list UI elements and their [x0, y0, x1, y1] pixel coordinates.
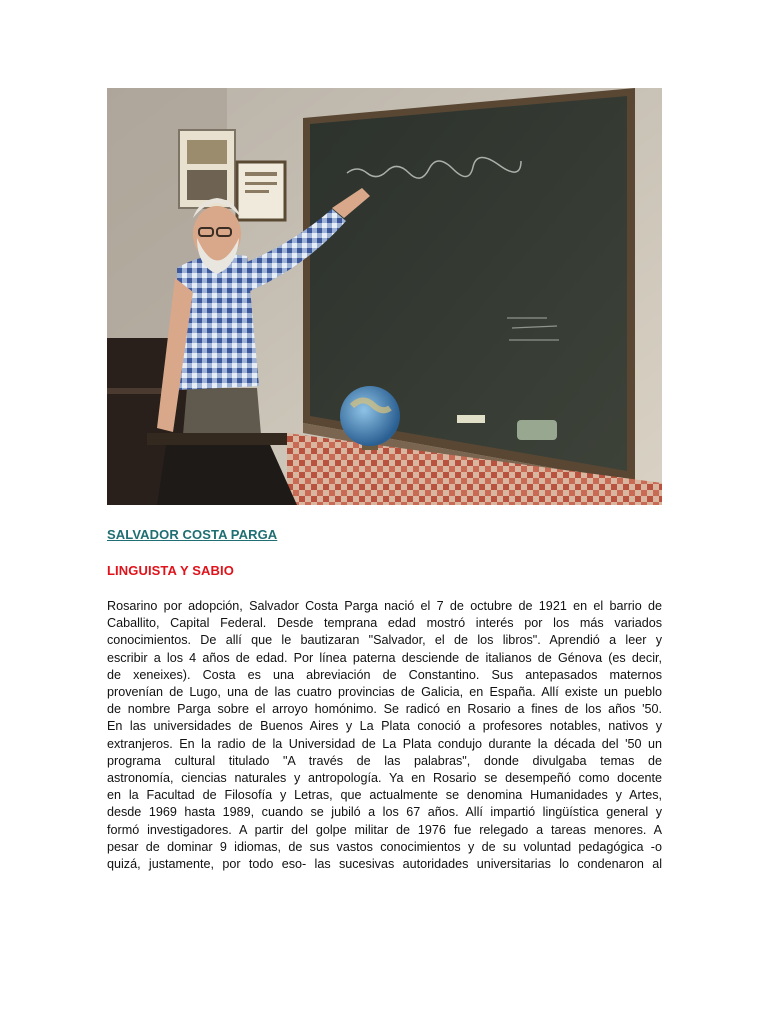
body-line: Caballito, Capital Federal. Desde temprana edad mostró interés por los más variados — [107, 616, 662, 631]
photo-man-at-blackboard — [107, 88, 662, 505]
article-subtitle: LINGUISTA Y SABIO — [107, 563, 234, 578]
body-line: extranjeros. En la radio de la Universidad de La Plata condujo durante la década del '50 un — [107, 736, 662, 751]
article-title-link[interactable]: SALVADOR COSTA PARGA — [107, 527, 278, 542]
body-line: conocimientos. De allí que le bautizaran "Salvador, el de los libros". Aprendió a leer y — [107, 633, 662, 648]
body-line: quizá, justamente, por todo eso- las sucesivas autoridades universitarias lo condenaron al — [107, 857, 662, 872]
body-line: escribir a los 4 años de edad. Por línea paterna desciende de italianos de Génova (es decir, — [107, 650, 662, 665]
body-line: provenían de Lugo, una de las cuatro provincias de Galicia, en España. Allí existe un pueblo — [107, 685, 662, 700]
body-line: En las universidades de Buenos Aires y La Plata conoció a profesores notables, nativos y — [107, 719, 662, 734]
body-line: astronomía, ciencias naturales y antropología. Ya en Rosario se desempeñó como docente — [107, 771, 662, 786]
body-line: Rosarino por adopción, Salvador Costa Parga nació el 7 de octubre de 1921 en el barrio de — [107, 599, 662, 613]
body-line: desde 1969 hasta 1989, cuando se jubiló a los 67 años. Allí impartió lingüística general y — [107, 805, 662, 820]
body-line: pesar de dominar 9 idiomas, de sus vastos conocimientos y de su voluntad pedagógica -o — [107, 839, 662, 854]
body-line: programa cultural titulado "A través de las palabras", donde divulgaba temas de — [107, 753, 662, 768]
article-body — [107, 598, 662, 873]
body-line: en la Facultad de Filosofía y Letras, que actualmente se denomina Humanidades y Artes, — [107, 788, 662, 803]
body-line: formó investigadores. A partir del golpe militar de 1976 fue relegado a tareas menores. A — [107, 822, 662, 837]
body-line: de xeneixes). Costa es una abreviación de Constantino. Sus antepasados maternos — [107, 667, 662, 682]
body-line: de nombre Parga sobre el arroyo homónimo. Se radicó en Rosario a fines de los años '50. — [107, 702, 662, 717]
